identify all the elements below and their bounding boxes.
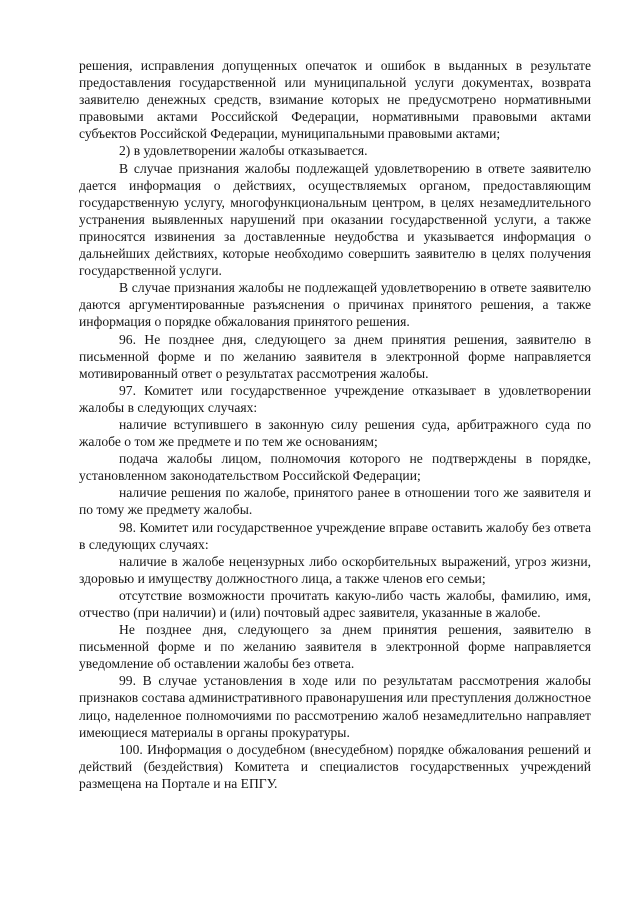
- paragraph-complaint-not-satisfied: В случае признания жалобы не подлежащей удовлетворению в ответе заявителю даются аргументированные разъяснения о причинах принятого решения, а также информация о порядке обжалования принятого решения.: [79, 280, 591, 330]
- paragraph-99: 99. В случае установления в ходе или по результатам рассмотрения жалобы признаков состава административного правонарушения или преступления должностное лицо, наделенное полномочиями по рассмотрению жалоб незамедлительно направляет имеющиеся материалы в органы прокуратуры.: [79, 673, 591, 740]
- paragraph-97-case-court: наличие вступившего в законную силу решения суда, арбитражного суда по жалобе о том же предмете и по тем же основаниям;: [79, 416, 591, 450]
- paragraph-97-case-authority: подача жалобы лицом, полномочия которого не подтверждены в порядке, установленном законодательством Российской Федерации;: [79, 451, 591, 484]
- paragraph-complaint-satisfied: В случае признания жалобы подлежащей удовлетворению в ответе заявителю дается информация о действиях, осуществляемых органом, предоставляющим государственную услугу, многофункциональным центром, в целях незамедлительного устранения выявленных нарушений при оказании государственной услуги, а также приносятся извинения за доставленные неудобства и указывается информация о дальнейших действиях, которые необходимо совершить заявителю в целях получения государственной услуги.: [79, 160, 591, 279]
- paragraph-100: 100. Информация о досудебном (внесудебном) порядке обжалования решений и действий (бездействия) Комитета и специалистов государственных учреждений размещена на Портале и на ЕПГУ.: [79, 741, 591, 791]
- paragraph-97: 97. Комитет или государственное учреждение отказывает в удовлетворении жалобы в следующих случаях:: [79, 382, 591, 415]
- paragraph-98-case-obscene: наличие в жалобе нецензурных либо оскорбительных выражений, угроз жизни, здоровью и имуществу должностного лица, а также членов его семьи;: [79, 553, 591, 586]
- paragraph-98-notice: Не позднее дня, следующего за днем принятия решения, заявителю в письменной форме и по желанию заявителя в электронной форме направляется уведомление об оставлении жалобы без ответа.: [79, 622, 591, 672]
- paragraph-refusal-item: 2) в удовлетворении жалобы отказывается.: [119, 143, 368, 159]
- paragraph-continuation: решения, исправления допущенных опечаток и ошибок в выданных в результате предоставления государственной или муниципальной услуги документах, возврата заявителю денежных средств, взимание которых не предусмотрено нормативными правовыми актами Российской Федерации, нормативными правовыми актами субъектов Российской Федерации, муниципальными правовыми актами;: [79, 58, 591, 142]
- paragraph-96: 96. Не позднее дня, следующего за днем принятия решения, заявителю в письменной форме и по желанию заявителя в электронной форме направляется мотивированный ответ о результатах рассмотрения жалобы.: [79, 331, 591, 381]
- document-page: [79, 57, 591, 792]
- paragraph-98: 98. Комитет или государственное учреждение вправе оставить жалобу без ответа в следующих случаях:: [79, 519, 591, 552]
- paragraph-97-case-prior-decision: наличие решения по жалобе, принятого ранее в отношении того же заявителя и по тому же предмету жалобы.: [79, 485, 591, 518]
- paragraph-98-case-unreadable: отсутствие возможности прочитать какую-либо часть жалобы, фамилию, имя, отчество (при наличии) и (или) почтовый адрес заявителя, указанные в жалобе.: [79, 587, 591, 620]
